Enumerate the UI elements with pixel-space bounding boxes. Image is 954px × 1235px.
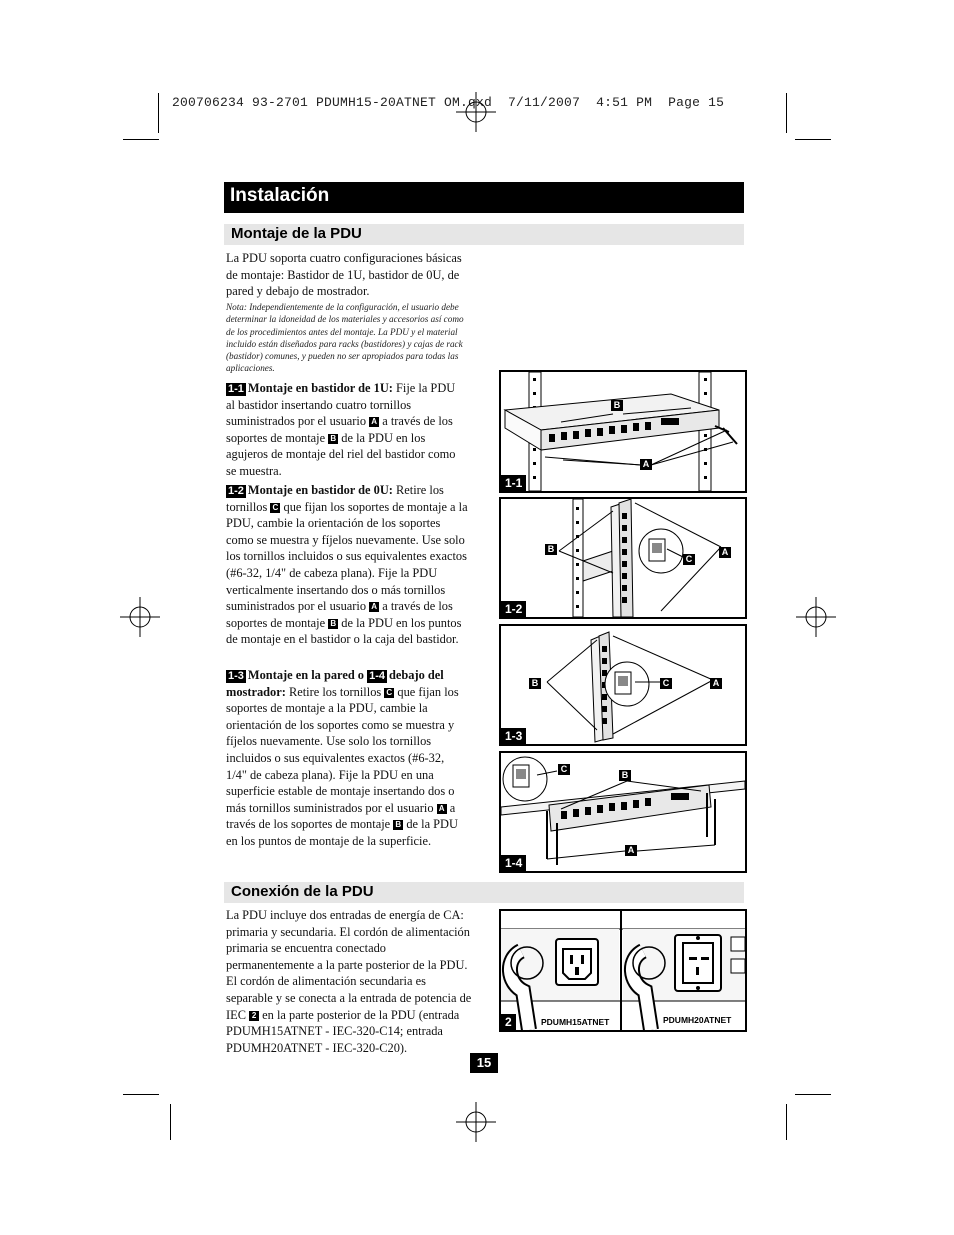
- registration-mark-icon: [456, 92, 496, 132]
- callout-letter: A: [369, 417, 379, 427]
- subsection-heading: Montaje de la PDU: [231, 225, 362, 242]
- step-text: que fijan los soportes de montaje a la PDU, cambie la orientación de los soportes como se muestra y fíjelos nuevamente. Use solo los tornillos incluidos o sus equivalentes exactos (#6-32, 1/4" de cabeza plana). Fije la PDU verticalmente insertando dos o más tornillos suministrados por el usuario: [226, 499, 468, 614]
- registration-mark-icon: [120, 597, 160, 637]
- step-text: Fije la PDU al bastidor insertando cuatro tornillos suministrados por el usuario: [226, 381, 456, 429]
- step-text: a través de los soportes de montaje: [226, 800, 456, 832]
- figure-label: 1-3: [501, 728, 526, 744]
- step-heading: Montaje en la pared o: [247, 668, 368, 682]
- subsection-bar-mount: [224, 224, 744, 245]
- connect-paragraph: [226, 907, 472, 1056]
- crop-mark: [158, 93, 159, 133]
- page-title: Instalación: [230, 185, 330, 206]
- callout-letter: A: [437, 804, 447, 814]
- crop-mark: [786, 93, 787, 133]
- callout-c: C: [558, 764, 570, 775]
- callout-b: B: [529, 678, 541, 689]
- step-heading: Montaje en bastidor de 1U:: [247, 381, 393, 395]
- figure-1-3: [499, 624, 747, 746]
- figure-label: 1-2: [501, 601, 526, 617]
- step-tag: 1-2: [228, 485, 244, 497]
- step-heading: Montaje en bastidor de 0U:: [247, 483, 393, 497]
- callout-c: C: [683, 554, 695, 565]
- callout-number: 2: [249, 1011, 259, 1021]
- model-label-20: PDUMH20ATNET: [663, 1015, 732, 1025]
- step-text: de la PDU en los agujeros de montaje del riel del bastidor como se muestra.: [226, 430, 456, 478]
- callout-b: B: [611, 400, 623, 411]
- registration-mark-icon: [796, 597, 836, 637]
- print-slug: 200706234 93-2701 PDUMH15-20ATNET OM.qxd 7/11/2007 4:51 PM Page 15: [172, 95, 725, 110]
- figure-2: [499, 909, 747, 1032]
- figure-label: 1-1: [501, 475, 526, 491]
- step-1-1-paragraph: [226, 380, 466, 480]
- crop-mark: [786, 1104, 787, 1140]
- callout-letter: C: [384, 688, 394, 698]
- page-number: 15: [470, 1053, 498, 1073]
- step-1-3-paragraph: [226, 667, 466, 850]
- step-text: a través de los soportes de montaje: [226, 599, 453, 630]
- callout-letter: B: [393, 820, 403, 830]
- step-tag: 1-1: [228, 383, 244, 395]
- callout-c: C: [660, 678, 672, 689]
- step-text: Retire los tornillos: [226, 483, 444, 514]
- step-text: de la PDU en los puntos de montaje en el bastidor o la caja del bastidor.: [226, 615, 462, 647]
- callout-letter: C: [270, 503, 280, 513]
- step-text: a través de los soportes de montaje: [226, 414, 453, 445]
- step-tag: 1-3: [228, 670, 244, 682]
- intro-paragraph: La PDU soporta cuatro configuraciones básicas de montaje: Bastidor de 1U, bastidor de 0U, de pared y debajo de mostrador.: [226, 251, 462, 299]
- figure-1-2: [499, 497, 747, 619]
- callout-a: A: [719, 547, 731, 558]
- crop-mark: [170, 1104, 171, 1140]
- registration-mark-icon: [456, 1102, 496, 1142]
- crop-mark: [795, 1094, 831, 1095]
- callout-b: B: [619, 770, 631, 781]
- power-inlet-illustration: [501, 911, 745, 1030]
- step-text: de la PDU en los puntos de montaje de la superficie.: [226, 817, 458, 848]
- crop-mark: [795, 139, 831, 140]
- step-1-2-paragraph: [226, 482, 469, 648]
- note-paragraph: Nota: Independientemente de la configuración, el usuario debe determinar la idoneidad de los materiales y accesorios así como de los procedimientos antes del montaje. La PDU y el material incluido están diseñados para racks (bastidores) y cajas de rack (bastidor) comunes, y pueden no ser apropiados para todas las aplicaciones.: [226, 302, 464, 374]
- figure-1-4: [499, 751, 747, 873]
- connect-text: en la parte posterior de la PDU (entrada PDUMH15ATNET - IEC-320-C14; entrada PDUMH20ATNET - IEC-320-C20).: [226, 1007, 460, 1055]
- step-heading: debajo del mostrador:: [226, 668, 444, 699]
- callout-letter: B: [328, 434, 338, 444]
- callout-a: A: [625, 845, 637, 856]
- callout-letter: B: [328, 619, 338, 629]
- crop-mark: [123, 1094, 159, 1095]
- step-text: que fijan los soportes de montaje a la PDU, cambie la orientación de los soportes como se muestra y fíjelos nuevamente. Use solo los tornillos incluidos o sus equivalentes exactos (#6-32, 1/4" de cabeza plana). Fije la PDU en una superficie estable de montaje insertando dos o más tornillos suministrados por el usuario: [226, 684, 459, 815]
- step-tag: 1-4: [369, 670, 386, 682]
- rack-0u-illustration: [501, 499, 745, 617]
- figure-1-1: [499, 370, 747, 493]
- figure-label: 2: [501, 1014, 516, 1030]
- connect-text: La PDU incluye dos entradas de energía de CA: primaria y secundaria. El cordón de alimentación primaria se encuentra conectado permanentemente a la parte posterior de la PDU. El cordón de alimentación secundaria es separable y se conecta a la entrada de potencia de IEC: [226, 908, 472, 1022]
- callout-a: A: [640, 459, 652, 470]
- figure-label: 1-4: [501, 855, 526, 871]
- crop-mark: [123, 139, 159, 140]
- model-label-15: PDUMH15ATNET: [541, 1017, 610, 1027]
- rack-1u-illustration: [501, 372, 745, 491]
- subsection-heading: Conexión de la PDU: [231, 883, 374, 900]
- callout-a: A: [710, 678, 722, 689]
- subsection-bar-connect: [224, 882, 744, 903]
- callout-b: B: [545, 544, 557, 555]
- step-text: Retire los tornillos: [285, 684, 385, 699]
- section-title-bar: [224, 182, 744, 213]
- callout-letter: A: [369, 602, 379, 612]
